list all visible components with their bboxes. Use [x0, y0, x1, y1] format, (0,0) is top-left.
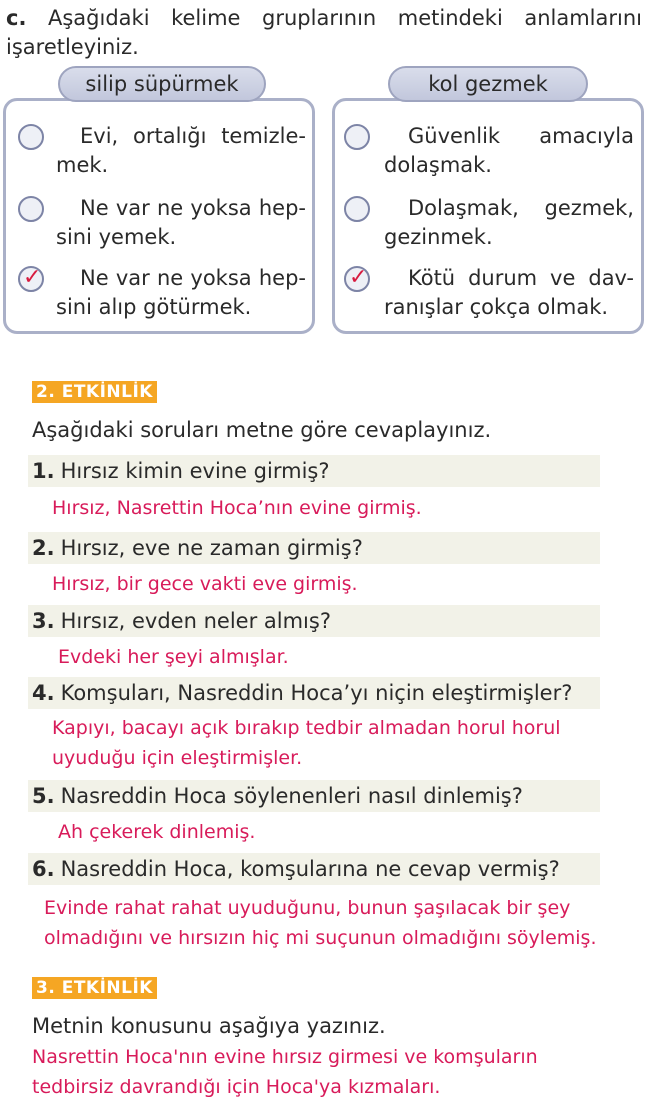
- option-left-3: [56, 264, 306, 322]
- question-2: [32, 532, 363, 564]
- activity-3-title: 3. ETKİNLİK: [32, 977, 157, 999]
- question-5: [32, 780, 523, 812]
- answer-4-line1: Kapıyı, bacayı açık bırakıp tedbir almadan horul horul: [52, 717, 561, 739]
- radio-right-3[interactable]: [344, 266, 370, 292]
- option-right-2: [384, 194, 634, 252]
- option-left-2-line2: sini yemek.: [56, 225, 177, 249]
- answer-6-line1: Evinde rahat rahat uyuduğunu, bunun şaşılacak bir şey: [44, 897, 571, 919]
- activity-3-answer-line1: Nasrettin Hoca'nın evine hırsız girmesi ve komşuların: [32, 1046, 538, 1068]
- activity-2-title: 2. ETKİNLİK: [32, 381, 157, 403]
- option-left-1-line1: Evi, ortalığı temizle-: [80, 124, 306, 148]
- option-right-1-line2: dolaşmak.: [384, 153, 492, 177]
- option-right-2-line2: gezinmek.: [384, 225, 493, 249]
- answer-3: Evdeki her şeyi almışlar.: [58, 646, 289, 668]
- question-text: Hırsız, evden neler almış?: [60, 609, 331, 633]
- radio-left-1[interactable]: [18, 124, 44, 150]
- option-right-2-line1: Dolaşmak, gezmek,: [408, 196, 634, 220]
- question-1: [32, 455, 330, 487]
- option-right-3-line1: Kötü durum ve dav-: [408, 266, 634, 290]
- exercise-label: c.: [6, 6, 27, 30]
- question-number: 3.: [32, 609, 55, 633]
- question-6: [32, 853, 560, 885]
- option-left-2: [56, 194, 306, 252]
- question-text: Hırsız, eve ne zaman girmiş?: [60, 536, 363, 560]
- option-right-1-line1: Güvenlik amacıyla: [408, 124, 634, 148]
- answer-6-line2: olmadığını ve hırsızın hiç mi suçunun olmadığını söylemiş.: [44, 927, 597, 949]
- question-number: 2.: [32, 536, 55, 560]
- check-icon: ✓: [23, 265, 42, 290]
- exercise-text: Aşağıdaki kelime gruplarının metindeki anlamlarını işaretleyiniz.: [6, 6, 642, 59]
- group-title-left: silip süpürmek: [58, 66, 266, 102]
- option-left-1-line2: mek.: [56, 153, 109, 177]
- exercise-c-instruction: [6, 4, 642, 62]
- option-left-3-line2: sini alıp götürmek.: [56, 295, 252, 319]
- question-text: Nasreddin Hoca söylenenleri nasıl dinlemiş?: [60, 784, 523, 808]
- question-text: Komşuları, Nasreddin Hoca’yı niçin eleştirmişler?: [60, 681, 573, 705]
- question-3: [32, 605, 331, 637]
- option-left-2-line1: Ne var ne yoksa hep-: [80, 196, 306, 220]
- answer-4-line2: uyuduğu için eleştirmişler.: [52, 747, 303, 769]
- question-text: Nasreddin Hoca, komşularına ne cevap vermiş?: [60, 857, 560, 881]
- option-right-3-line2: ranışlar çokça olmak.: [384, 295, 609, 319]
- answer-1: Hırsız, Nasrettin Hoca’nın evine girmiş.: [52, 497, 422, 519]
- option-left-1: [56, 122, 306, 180]
- group-title-right: kol gezmek: [388, 66, 588, 102]
- radio-left-2[interactable]: [18, 196, 44, 222]
- activity-3-answer-line2: tedbirsiz davrandığı için Hoca'ya kızmaları.: [32, 1076, 441, 1098]
- option-left-3-line1: Ne var ne yoksa hep-: [80, 266, 306, 290]
- check-icon: ✓: [349, 265, 368, 290]
- option-right-3: [384, 264, 634, 322]
- radio-right-1[interactable]: [344, 124, 370, 150]
- option-right-1: [384, 122, 634, 180]
- activity-2-instruction: Aşağıdaki soruları metne göre cevaplayınız.: [32, 418, 492, 442]
- answer-5: Ah çekerek dinlemiş.: [58, 821, 256, 843]
- question-number: 5.: [32, 784, 55, 808]
- question-4: [32, 677, 572, 709]
- question-number: 1.: [32, 459, 55, 483]
- activity-3-instruction: Metnin konusunu aşağıya yazınız.: [32, 1014, 386, 1038]
- radio-left-3[interactable]: [18, 266, 44, 292]
- question-number: 6.: [32, 857, 55, 881]
- radio-right-2[interactable]: [344, 196, 370, 222]
- question-text: Hırsız kimin evine girmiş?: [60, 459, 330, 483]
- question-number: 4.: [32, 681, 55, 705]
- answer-2: Hırsız, bir gece vakti eve girmiş.: [52, 573, 358, 595]
